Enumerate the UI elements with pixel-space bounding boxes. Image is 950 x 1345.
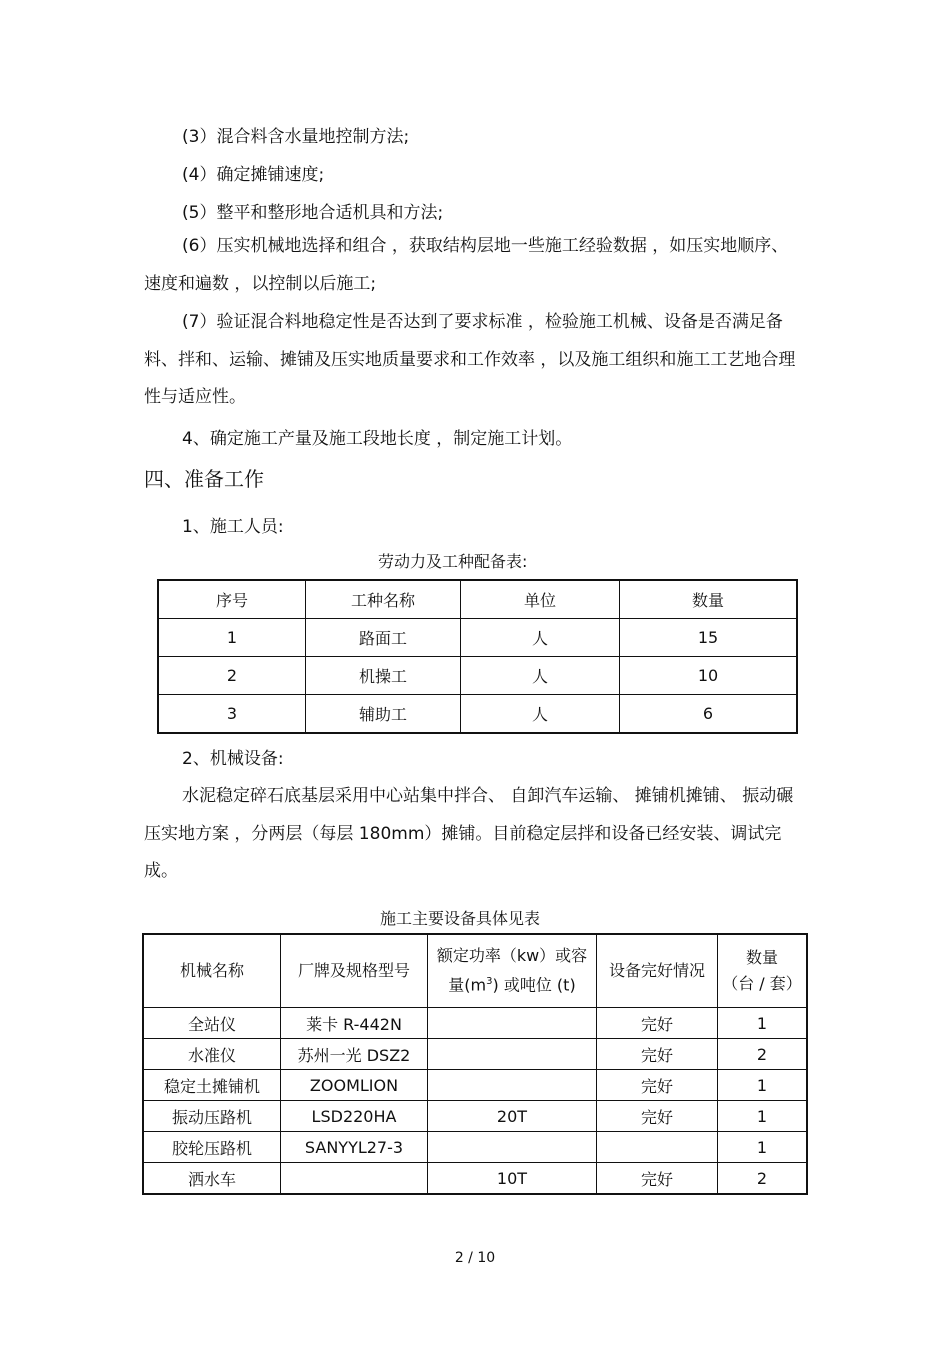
table-cell: 机操工 xyxy=(306,657,461,695)
table-cell xyxy=(281,1163,428,1195)
table-cell: 20T xyxy=(428,1101,597,1132)
superscript: 3 xyxy=(486,976,493,988)
table-row xyxy=(158,657,797,695)
table-cell: 10T xyxy=(428,1163,597,1195)
header-cell: 机械名称 xyxy=(143,934,281,1008)
header-cell: 设备完好情况 xyxy=(597,934,718,1008)
table-cell: 完好 xyxy=(597,1163,718,1195)
table-cell: 完好 xyxy=(597,1070,718,1101)
header-cell-line xyxy=(428,969,596,998)
header-cell xyxy=(718,934,808,1008)
header-cell-line: 数量 xyxy=(745,948,778,967)
table-cell: 2 xyxy=(718,1039,808,1070)
table-row xyxy=(158,619,797,657)
table-cell: 1 xyxy=(158,619,306,657)
table-cell: 完好 xyxy=(597,1008,718,1039)
paragraph-item-4: 4、确定施工产量及施工段地长度 ，制定施工计划。 xyxy=(182,429,573,449)
table-row xyxy=(143,1039,807,1070)
table-cell: 洒水车 xyxy=(143,1163,281,1195)
table-cell xyxy=(428,1070,597,1101)
table-cell: ZOOMLION xyxy=(281,1070,428,1101)
paragraph-item-6: (6）压实机械地选择和组合 ，获取结构层地一些施工经验数据 ，如压实地顺序、速度和遍数 ，以控制以后施工; xyxy=(144,236,789,294)
table-cell: LSD220HA xyxy=(281,1101,428,1132)
list-item: (3）混合料含水量地控制方法; xyxy=(182,127,410,147)
table-cell: 1 xyxy=(718,1070,808,1101)
list-item: (4）确定摊铺速度; xyxy=(182,165,325,185)
table-cell: 苏州一光 DSZ2 xyxy=(281,1039,428,1070)
table-cell: 3 xyxy=(158,695,306,734)
page-number: 2 / 10 xyxy=(454,1250,496,1266)
header-cell: 厂牌及规格型号 xyxy=(281,934,428,1008)
header-cell-line: 额定功率（kw）或容 xyxy=(436,946,588,966)
header-cell: 序号 xyxy=(158,580,306,619)
equipment-table-caption: 施工主要设备具体见表 xyxy=(380,909,541,928)
equipment-table xyxy=(142,933,808,1195)
header-cell: 数量 xyxy=(620,580,798,619)
header-cell xyxy=(428,934,597,1008)
section-heading: 四、准备工作 xyxy=(144,467,264,491)
paragraph-item-7: (7）验证混合料地稳定性是否达到了要求标准 ，检验施工机械、设备是否满足备料、拌和、运输、摊铺及压实地质量要求和工作效率 ，以及施工组织和施工工艺地合理性与适应性。 xyxy=(144,312,796,407)
table-cell xyxy=(428,1132,597,1163)
table-cell: 胶轮压路机 xyxy=(143,1132,281,1163)
table-cell xyxy=(428,1008,597,1039)
table-cell: 6 xyxy=(620,695,798,734)
equipment-paragraph: 水泥稳定碎石底基层采用中心站集中拌合、 自卸汽车运输、 摊铺机摊铺、 振动碾压实地方案 ，分两层（每层 180mm）摊铺。目前稳定层拌和设备已经安装、调试完成。 xyxy=(144,786,794,881)
subheading-personnel: 1、施工人员: xyxy=(182,517,284,537)
table-row xyxy=(143,1070,807,1101)
table-cell: 1 xyxy=(718,1132,808,1163)
subheading-equipment: 2、机械设备: xyxy=(182,749,284,769)
table-cell: 15 xyxy=(620,619,798,657)
table-cell: 人 xyxy=(461,657,620,695)
table-cell: 稳定土摊铺机 xyxy=(143,1070,281,1101)
list-item: (5）整平和整形地合适机具和方法; xyxy=(182,203,444,223)
table-cell xyxy=(597,1132,718,1163)
table-cell: 完好 xyxy=(597,1039,718,1070)
table-cell: 1 xyxy=(718,1008,808,1039)
table-row xyxy=(143,1101,807,1132)
table-cell: 振动压路机 xyxy=(143,1101,281,1132)
table-cell: 10 xyxy=(620,657,798,695)
table-row xyxy=(143,1163,807,1195)
table-cell: 1 xyxy=(718,1101,808,1132)
table-cell: SANYYL27-3 xyxy=(281,1132,428,1163)
table-header-row xyxy=(158,580,797,619)
table-header-row xyxy=(143,934,807,1008)
table-cell: 人 xyxy=(461,619,620,657)
header-cell-line: （台 / 套） xyxy=(722,974,802,993)
table-cell: 全站仪 xyxy=(143,1008,281,1039)
table-row xyxy=(143,1008,807,1039)
table-cell: 路面工 xyxy=(306,619,461,657)
header-cell: 单位 xyxy=(461,580,620,619)
header-cell: 工种名称 xyxy=(306,580,461,619)
header-cell-text: 量(m xyxy=(448,975,487,995)
table-cell: 水准仪 xyxy=(143,1039,281,1070)
labor-table xyxy=(157,579,798,734)
table-cell: 2 xyxy=(718,1163,808,1195)
table-cell: 人 xyxy=(461,695,620,734)
table-row xyxy=(143,1132,807,1163)
table-cell xyxy=(428,1039,597,1070)
labor-table-caption: 劳动力及工种配备表: xyxy=(378,552,528,571)
header-cell-text: ) 或吨位 (t) xyxy=(492,975,576,995)
table-cell: 辅助工 xyxy=(306,695,461,734)
table-cell: 完好 xyxy=(597,1101,718,1132)
table-row xyxy=(158,695,797,734)
table-cell: 2 xyxy=(158,657,306,695)
table-cell: 莱卡 R-442N xyxy=(281,1008,428,1039)
